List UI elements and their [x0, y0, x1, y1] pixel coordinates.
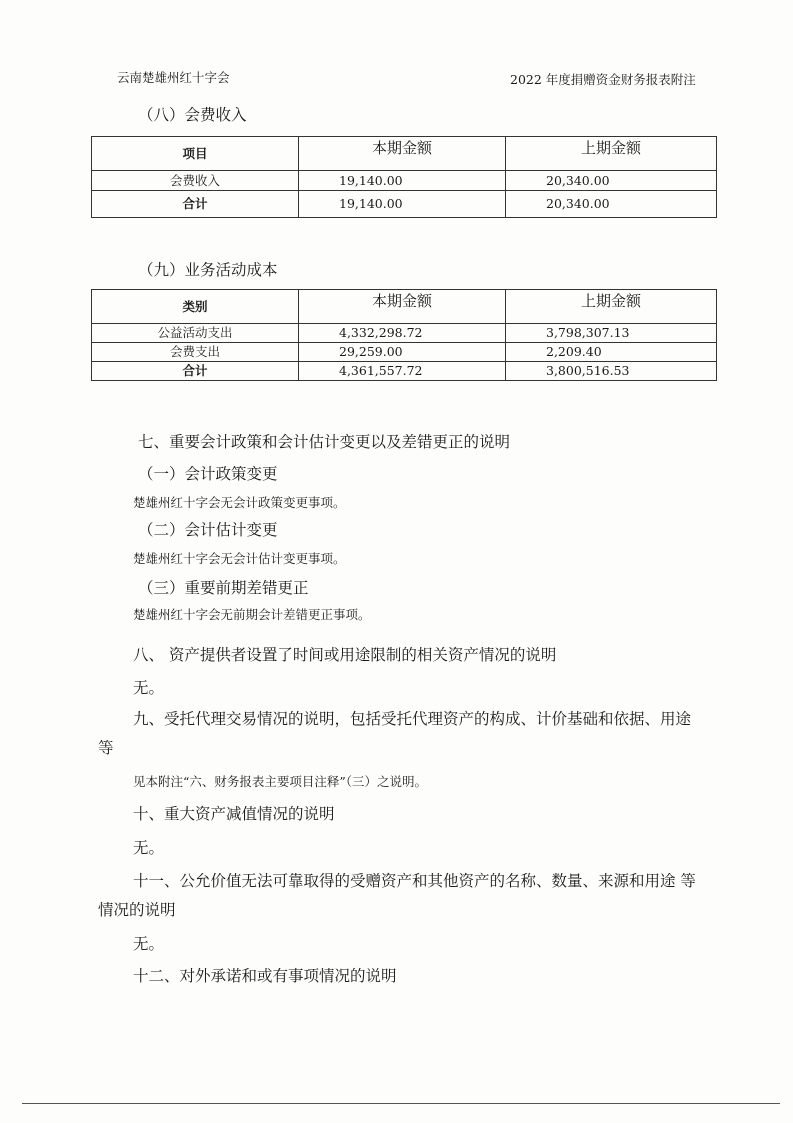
row-name: 会费收入 [92, 171, 299, 191]
section-9-title-line2: 等 [98, 739, 114, 757]
row-name: 公益活动支出 [92, 324, 299, 343]
section-7-title: 七、重要会计政策和会计估计变更以及差错更正的说明 [138, 433, 511, 451]
section-9-title-line1: 九、受托代理交易情况的说明，包括受托代理资产的构成、计价基础和依据、用途 [133, 710, 692, 728]
table-total-row [92, 191, 717, 218]
section-9-text: 见本附注“六、财务报表主要项目注释”（三）之说明。 [133, 774, 428, 789]
row-current: 19,140.00 [299, 171, 506, 191]
table-total-row [92, 362, 717, 381]
section-11-text: 无。 [133, 935, 165, 953]
row-name: 合计 [92, 191, 299, 218]
column-header-current: 本期金额 [299, 290, 506, 324]
section-7-1-title: （一）会计政策变更 [138, 465, 278, 483]
section-business-cost-title: （九）业务活动成本 [138, 261, 278, 279]
section-12-title: 十二、对外承诺和或有事项情况的说明 [133, 967, 397, 985]
row-name: 合计 [92, 362, 299, 381]
row-current: 29,259.00 [299, 343, 506, 362]
column-header-previous: 上期金额 [506, 290, 717, 324]
column-header-item: 项目 [92, 137, 299, 171]
row-name: 会费支出 [92, 343, 299, 362]
header-report-title: 2022 年度捐赠资金财务报表附注 [510, 72, 696, 87]
section-8-title: 八、 资产提供者设置了时间或用途限制的相关资产情况的说明 [133, 646, 557, 664]
column-header-current: 本期金额 [299, 137, 506, 171]
section-7-2-text: 楚雄州红十字会无会计估计变更事项。 [133, 551, 346, 566]
section-7-3-text: 楚雄州红十字会无前期会计差错更正事项。 [133, 607, 371, 622]
column-header-category: 类别 [92, 290, 299, 324]
section-11-title-line1: 十一、公允价值无法可靠取得的受赠资产和其他资产的名称、数量、来源和用途 等 [133, 872, 696, 890]
row-previous: 3,798,307.13 [506, 324, 717, 343]
section-11-title-line2: 情况的说明 [98, 901, 176, 919]
table-row [92, 343, 717, 362]
header-org-name: 云南楚雄州红十字会 [117, 70, 230, 85]
table-row [92, 324, 717, 343]
row-current: 4,361,557.72 [299, 362, 506, 381]
table-row [92, 171, 717, 191]
row-current: 4,332,298.72 [299, 324, 506, 343]
section-7-3-title: （三）重要前期差错更正 [138, 579, 309, 597]
column-header-previous: 上期金额 [506, 137, 717, 171]
footer-divider [22, 1103, 780, 1104]
row-previous: 20,340.00 [506, 171, 717, 191]
row-previous: 2,209.40 [506, 343, 717, 362]
table-header-row [92, 290, 717, 324]
section-8-text: 无。 [133, 679, 165, 697]
section-7-1-text: 楚雄州红十字会无会计政策变更事项。 [133, 495, 346, 510]
business-cost-table [91, 289, 717, 381]
membership-fee-table [91, 136, 717, 218]
table-header-row [92, 137, 717, 171]
row-previous: 20,340.00 [506, 191, 717, 218]
section-10-title: 十、重大资产减值情况的说明 [133, 805, 335, 823]
section-membership-fee-title: （八）会费收入 [138, 106, 247, 124]
section-7-2-title: （二）会计估计变更 [138, 521, 278, 539]
section-10-text: 无。 [133, 839, 165, 857]
row-previous: 3,800,516.53 [506, 362, 717, 381]
row-current: 19,140.00 [299, 191, 506, 218]
